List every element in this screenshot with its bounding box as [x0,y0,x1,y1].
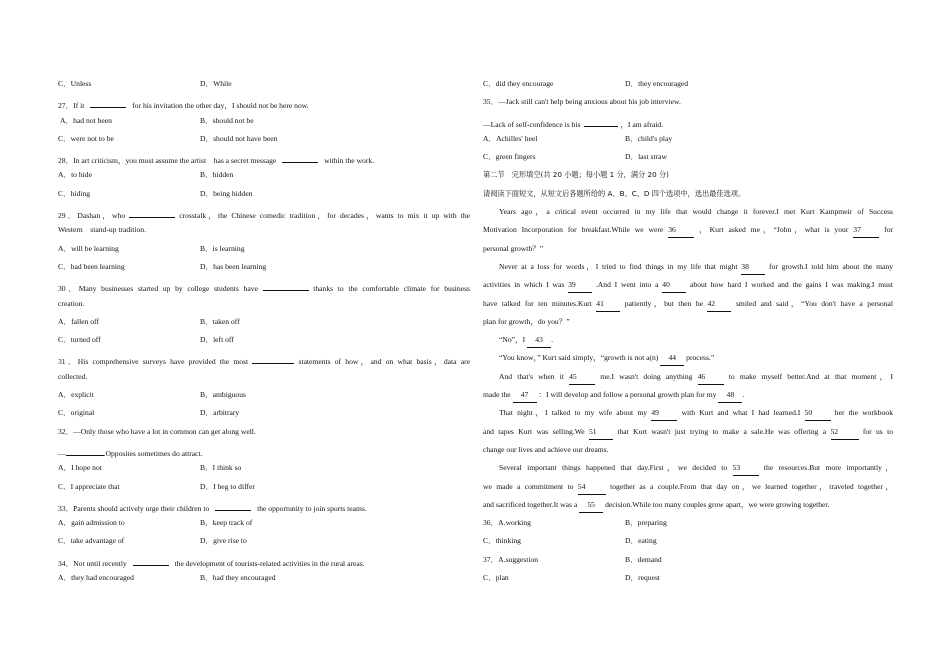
question-31-line2: collected. [58,371,88,381]
passage-p5-line1: And that's when it 45 me.I wasn't doing anything 46 to make myself better.And at that moment，I [483,368,893,386]
question-32-reply: — .Opposites sometimes do attract. [58,441,470,459]
section-title: 第二节 完形填空(共 20 小题；每小题 1 分，满分 20 分) [483,170,669,180]
q35-options-cd [483,148,893,166]
answer-blank [282,148,318,163]
blank-49: 49 [651,406,677,421]
option-b: B．should not be [200,115,254,125]
answer-blank [252,349,294,364]
question-35: 35．—Jack still can't help being anxious about his job interview. [483,97,681,107]
section-instructions: 请阅读下面短文，从短文后各题所给的 A、B、C、D 四个选项中，选出最佳选项。 [483,188,746,198]
passage-p2-line3: have talked for ten minutes.Kurt 41 patiently，but then he 42 smiled and said，“You don't have a personal [483,295,893,313]
option-a: A．will be learning [58,243,119,253]
passage-p1-line3: personal growth？” [483,243,544,253]
question-30: 30．Many businesses started up by college students have thanks to the comfortable climate for business [58,276,470,294]
q27-options-cd [58,130,470,148]
question-27: 27．If it for his invitation the other day，I should not be here now. [58,93,470,111]
option-c: C．did they encourage [483,79,554,88]
option-d: D．should not have been [200,133,278,143]
option-c: C．original [58,408,95,418]
passage-p6-line3: change our lives and achieve our dreams. [483,444,609,454]
q26-options-cd [58,75,470,93]
blank-51: 51 [589,425,613,440]
option-a: A．they had encouraged [58,573,134,583]
blank-53: 53 [733,461,759,476]
passage-p1-line2: Motivation Incorporation for breakfast.While we were 36 ，Kurt asked me，“John，what is your 37 for [483,221,893,239]
option-c: C．had been learning [58,261,125,271]
q36-options-cd [483,532,893,550]
option-c: C．were not to be [58,133,114,143]
blank-40: 40 [662,278,686,293]
blank-41: 41 [596,297,620,312]
option-b: B．hidden [200,170,234,180]
option-b: B．ambiguous [200,390,246,400]
question-34: 34．Not until recently the development of tourists-related activities in the rural areas. [58,551,470,569]
option-d: D．they encouraged [625,79,689,88]
option-b: B．preparing [625,518,667,528]
blank-50: 50 [805,406,831,421]
passage-p7-line3: and sacrificed together.It was a 55 decision.While too many couples grow apart，we were growing together. [483,496,893,514]
blank-36: 36 [668,223,694,238]
q30-options-cd [58,331,470,349]
q33-options-cd [58,532,470,550]
blank-39: 39 [568,278,592,293]
blank-43: 43 [527,333,551,348]
answer-blank [133,551,169,566]
blank-54: 54 [578,480,606,495]
option-c: C．plan [483,573,509,583]
q35-options-ab [483,130,893,148]
passage-p5-line2: made the 47 ：I will develop and follow a personal growth plan for my 48 . [483,386,893,404]
option-d: D．has been learning [200,261,267,271]
q34-options-ab [58,569,470,587]
blank-45: 45 [569,370,595,385]
passage-p1-line1: Years ago，a critical event occurred in my life that would change it forever.I met Kurt Kampmeir of Success [499,207,893,217]
answer-blank [215,496,251,511]
option-a: A．gain admission to [58,518,125,528]
option-c: C．I appreciate that [58,481,120,491]
right-column [483,75,893,587]
passage-p3: “No”，I 43 . [483,331,893,349]
option-a: A．fallen off [58,316,99,326]
blank-37: 37 [853,223,879,238]
option-a: 36．A.working [483,518,531,528]
option-c: C．green fingers [483,152,536,162]
option-c: C．Unless [58,79,92,88]
q30-options-ab [58,313,470,331]
blank-52: 52 [831,425,859,440]
option-d: D．request [625,573,661,583]
option-d: D．While [200,79,232,88]
question-29: 29．Dashan，who crosstalk，the Chinese comedic tradition，for decades，wants to mix it up with the [58,203,470,221]
option-b: B．I think so [200,463,242,473]
q33-options-ab [58,514,470,532]
question-33: 33．Parents should actively urge their children to the opportunity to join sports teams. [58,496,470,514]
question-30-line2: creation. [58,298,85,308]
passage-p6-line1: That night，I talked to my wife about my 49 with Kurt and what I had learned.I 50 her the workbook [483,404,893,422]
blank-44: 44 [660,351,684,366]
blank-42: 42 [707,297,731,312]
q37-options-ab [483,551,893,569]
q32-options-ab [58,459,470,477]
option-b: B．child's play [625,133,673,143]
answer-blank [584,112,618,127]
option-b: B．is learning [200,243,245,253]
q29-options-cd [58,258,470,276]
option-d: D．eating [625,536,657,546]
q34-options-cd [483,75,893,93]
option-b: B．had they encouraged [200,573,276,583]
blank-55: 55 [579,498,603,513]
blank-48: 48 [718,388,742,403]
option-b: B．demand [625,554,662,564]
answer-blank [66,441,104,456]
passage-p4: “You know，” Kurt said simply，“growth is not a(n) 44 process.” [483,349,893,367]
passage-p2-line4: plan for growth，do you？” [483,316,570,326]
question-31: 31．His comprehensive surveys have provided the most statements of how，and on what basis，data are [58,349,470,367]
answer-blank [263,276,309,291]
question-28: 28．In art criticism，you must assume the artist has a secret message within the work. [58,148,470,166]
option-d: D．last straw [625,152,667,162]
option-b: B．keep track of [200,518,253,528]
passage-p7-line1: Several important things happened that day.First，we decided to 53 the resources.But more importantly， [483,459,893,477]
q28-options-ab [58,166,470,184]
answer-blank [90,93,126,108]
blank-47: 47 [513,388,537,403]
option-a: A．explicit [58,390,94,400]
option-d: D．I beg to differ [200,481,255,491]
left-column [58,75,470,587]
passage-p6-line2: and tapes Kurt was selling.We 51 that Kurt wasn't just trying to make a sale.He was offering a 52 for us to [483,423,893,441]
question-35-reply: —Lack of self-confidence is his ，I am afraid. [483,112,893,130]
q27-options-ab [58,112,470,130]
option-a: A．I hope not [58,463,102,473]
passage-p2-line2: activities in which I was 39 .And I went into a 40 about how hard I worked and the gains I was making.I must [483,276,893,294]
question-29-line2: Western stand-up tradition. [58,225,146,235]
option-a: 37．A.suggestion [483,554,539,564]
option-d: D．give rise to [200,536,247,546]
question-32: 32．—Only those who have a lot in common can get along well. [58,426,256,436]
option-c: C．turned off [58,335,101,345]
passage-p7-line2: we made a commitment to 54 together as a couple.From that day on，we learned together，traveled together， [483,478,893,496]
option-d: D．being hidden [200,188,253,198]
option-c: C．take advantage of [58,536,125,546]
option-a: A．had not been [60,115,112,125]
blank-46: 46 [698,370,724,385]
option-b: B．taken off [200,316,240,326]
option-a: A．to hide [58,170,92,180]
option-c: C．hiding [58,188,91,198]
option-d: D．arbitrary [200,408,240,418]
option-a: A．Achilles' heel [483,133,538,143]
answer-blank [129,203,175,218]
q32-options-cd [58,478,470,496]
blank-38: 38 [741,260,765,275]
option-d: D．left off [200,335,234,345]
q31-options-ab [58,386,470,404]
q37-options-cd [483,569,893,587]
passage-p2-line1: Never at a loss for words，I tried to find things in my life that might 38 for growth.I told him about the many [483,258,893,276]
q29-options-ab [58,240,470,258]
q36-options-ab [483,514,893,532]
option-c: C．thinking [483,536,521,546]
q31-options-cd [58,404,470,422]
q28-options-cd [58,185,470,203]
